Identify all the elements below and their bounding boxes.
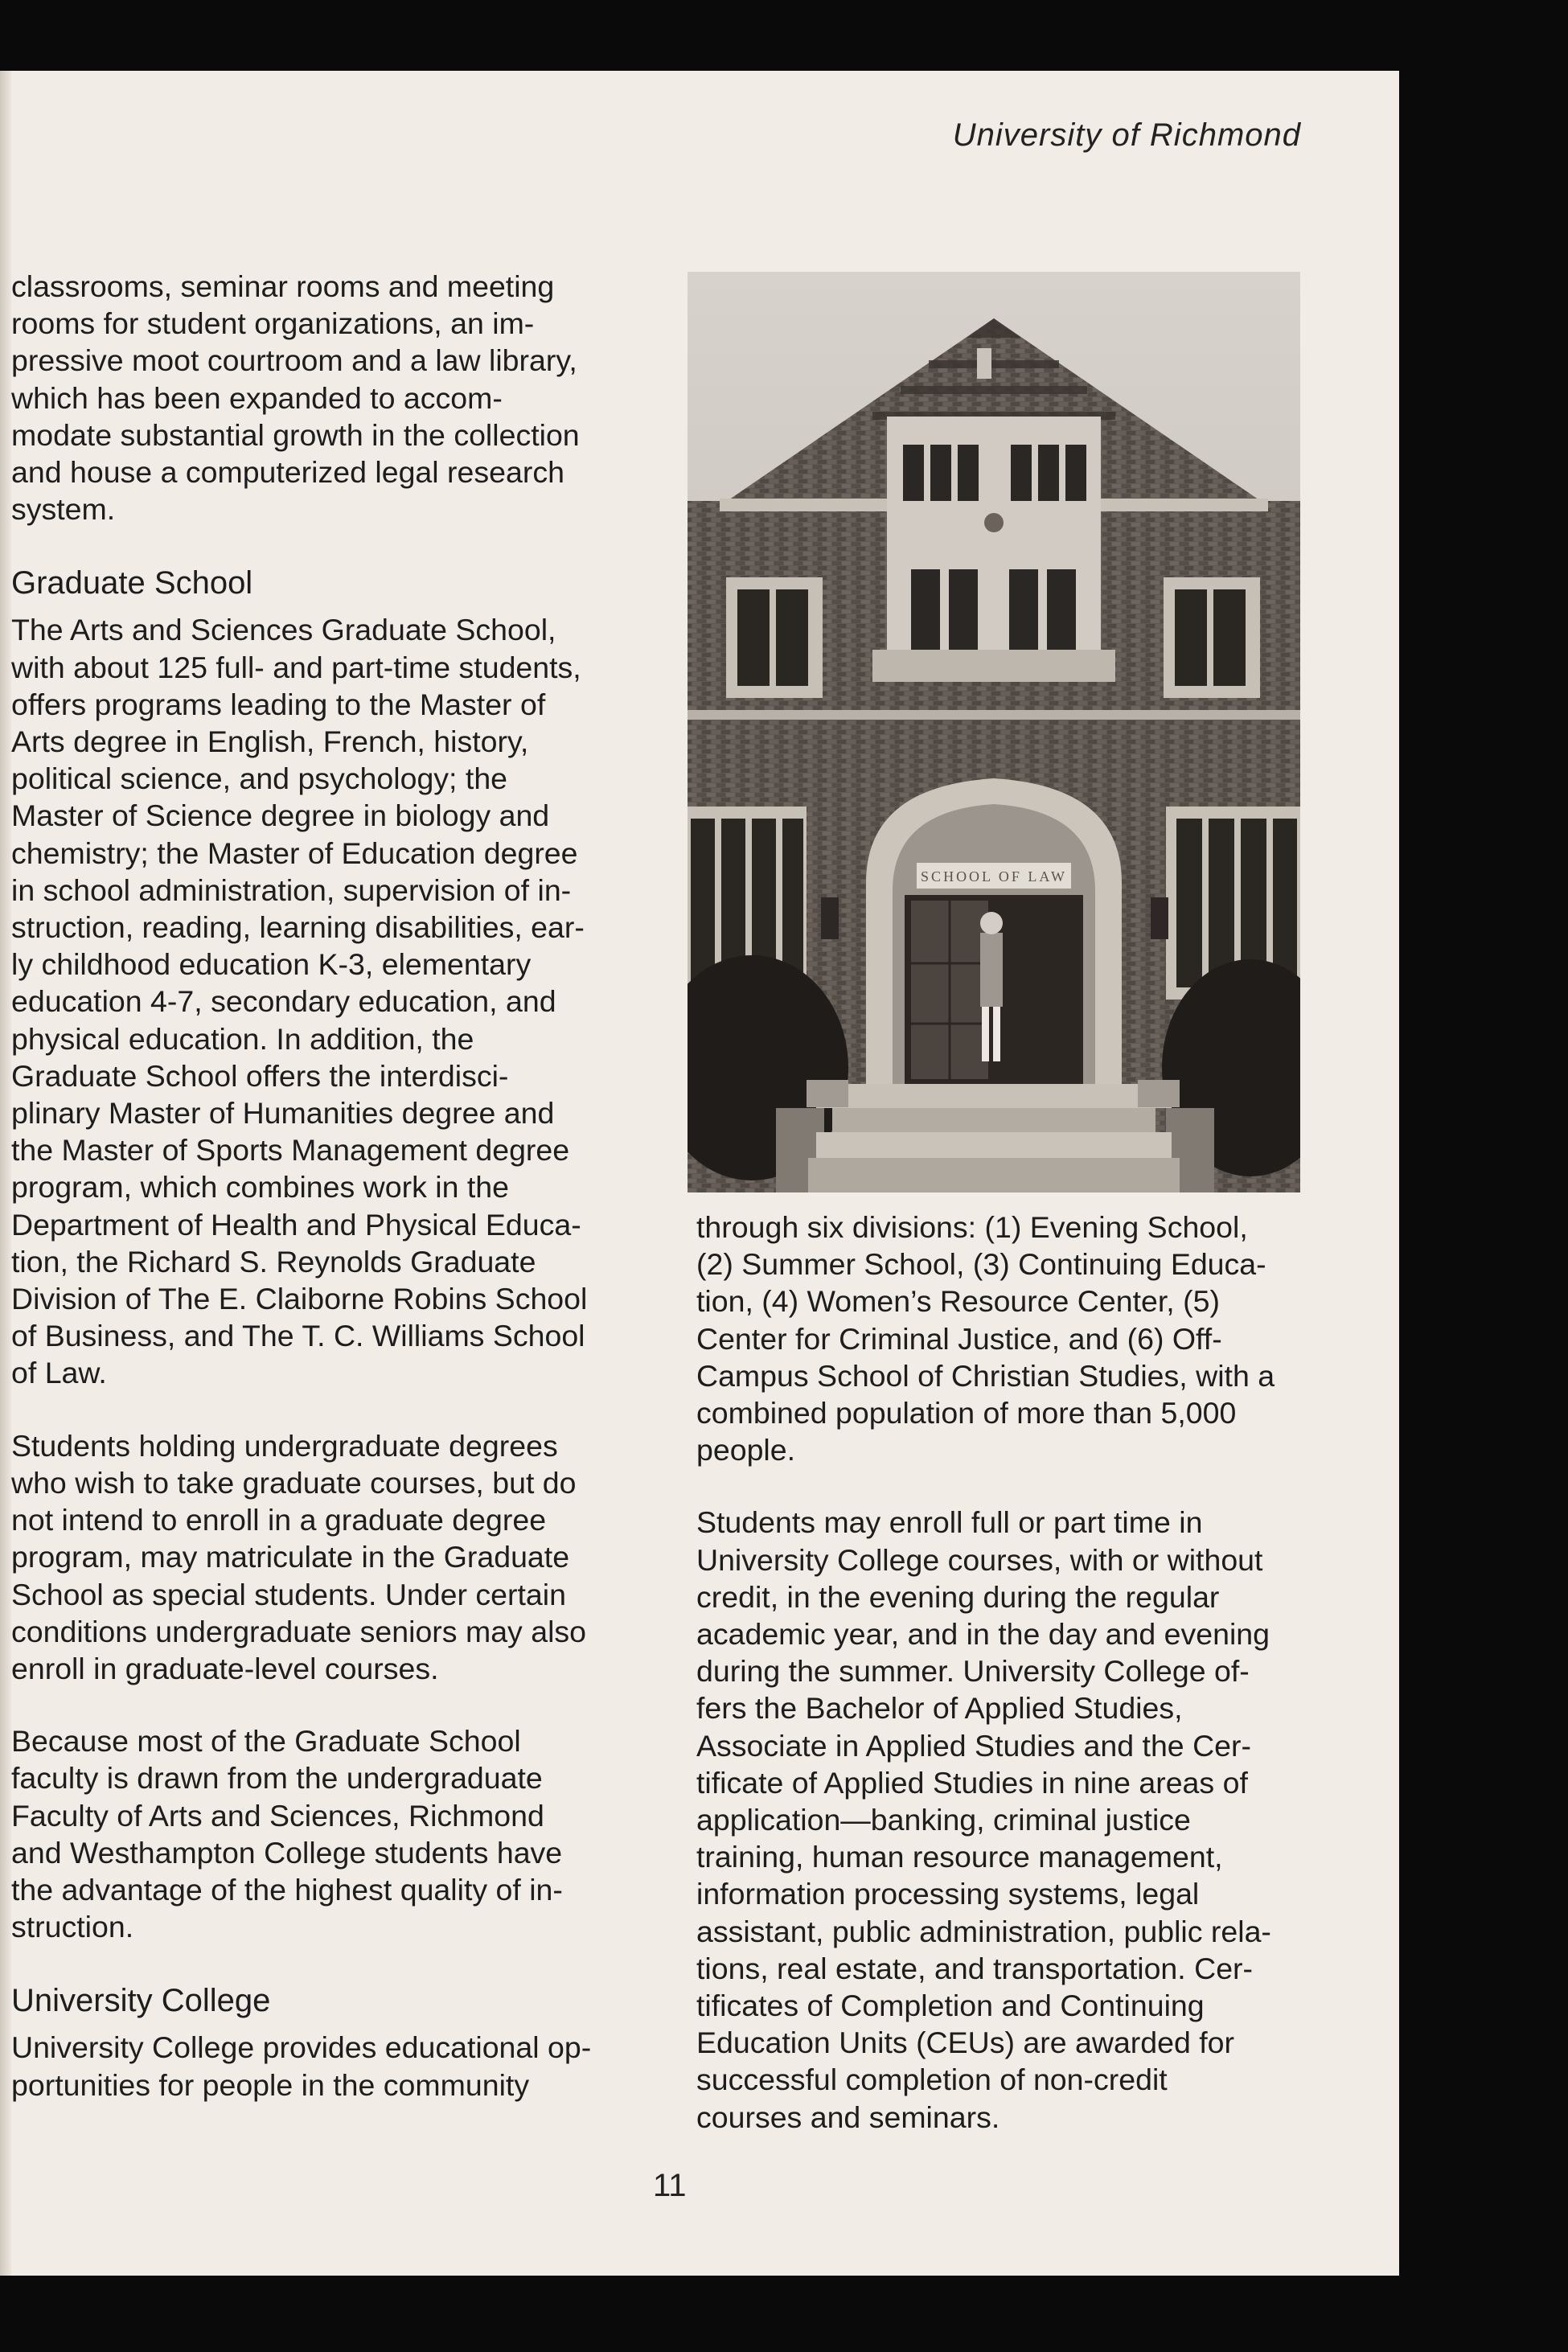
page-number: 11 [653, 2168, 687, 2203]
continuation-paragraph: through six divisions: (1) Evening School, (2) Summer School, (3) Continuing Educa- tion, (4) Women’s Resource Center, (5) Center for Criminal Justice, and (6) Off- Campus School of Christian Studies, with a combined population of more than 5,000 people. [696, 1210, 1275, 1467]
building-inscription: SCHOOL OF LAW [921, 868, 1067, 885]
graduate-paragraph-3: Because most of the Graduate School faculty is drawn from the undergraduate Faculty of Arts and Sciences, Richmond and Westhampton College students have the advantage of the highest quality of in- struction. [11, 1724, 563, 1944]
binding-gutter [0, 71, 11, 2276]
law-school-building-photo [688, 272, 1300, 1192]
graduate-paragraph-1: The Arts and Sciences Graduate School, with about 125 full- and part-time students, offers programs leading to the Master of Arts degree in English, French, history, political science, and psychology; the Master of Science degree in biology and chemistry; the Master of Education degree in school administration, supervision of in- struction, reading, learning disabilities, ear- ly childhood education K-3, elementary education 4-7, secondary education, and physical education. In addition, the Graduate School offers the interdisci- plinary Master of Humanities degree and the Master of Sports Management degree program, which combines work in the Department of Health and Physical Educa- tion, the Richard S. Reynolds Graduate Division of The E. Claiborne Robins School of Business, and The T. C. Williams School of Law. [11, 613, 588, 1390]
university-college-paragraph: University College provides educational op- portunities for people in the community [11, 2030, 592, 2102]
right-column [696, 1209, 1324, 2171]
graduate-paragraph-2: Students holding undergraduate degrees who wish to take graduate courses, but do not intend to enroll in a graduate degree program, may matriculate in the Graduate School as special students. Under certain conditions undergraduate seniors may also enroll in graduate-level courses. [11, 1428, 587, 1685]
graduate-school-heading: Graduate School [11, 565, 253, 601]
page-sheet [0, 71, 1399, 2276]
left-column [11, 268, 642, 2139]
running-head: University of Richmond [952, 117, 1301, 153]
university-college-heading: University College [11, 1983, 271, 2019]
intro-paragraph: classrooms, seminar rooms and meeting rooms for student organizations, an im- pressive moot courtroom and a law library, which has been expanded to accom- modate substantial growth in the collection and house a computerized legal research system. [11, 269, 580, 527]
enrollment-paragraph: Students may enroll full or part time in University College courses, with or without credit, in the evening during the regular academic year, and in the day and evening during the summer. University College of- fers the Bachelor of Applied Studies, Associate in Applied Studies and the Cer- tificate of Applied Studies in nine areas of application—banking, criminal justice training, human resource management, information processing systems, legal assistant, public administration, public rela- tions, real estate, and transportation. Cer- tificates of Completion and Continuing Education Units (CEUs) are awarded for successful completion of non-credit courses and seminars. [696, 1505, 1271, 2134]
